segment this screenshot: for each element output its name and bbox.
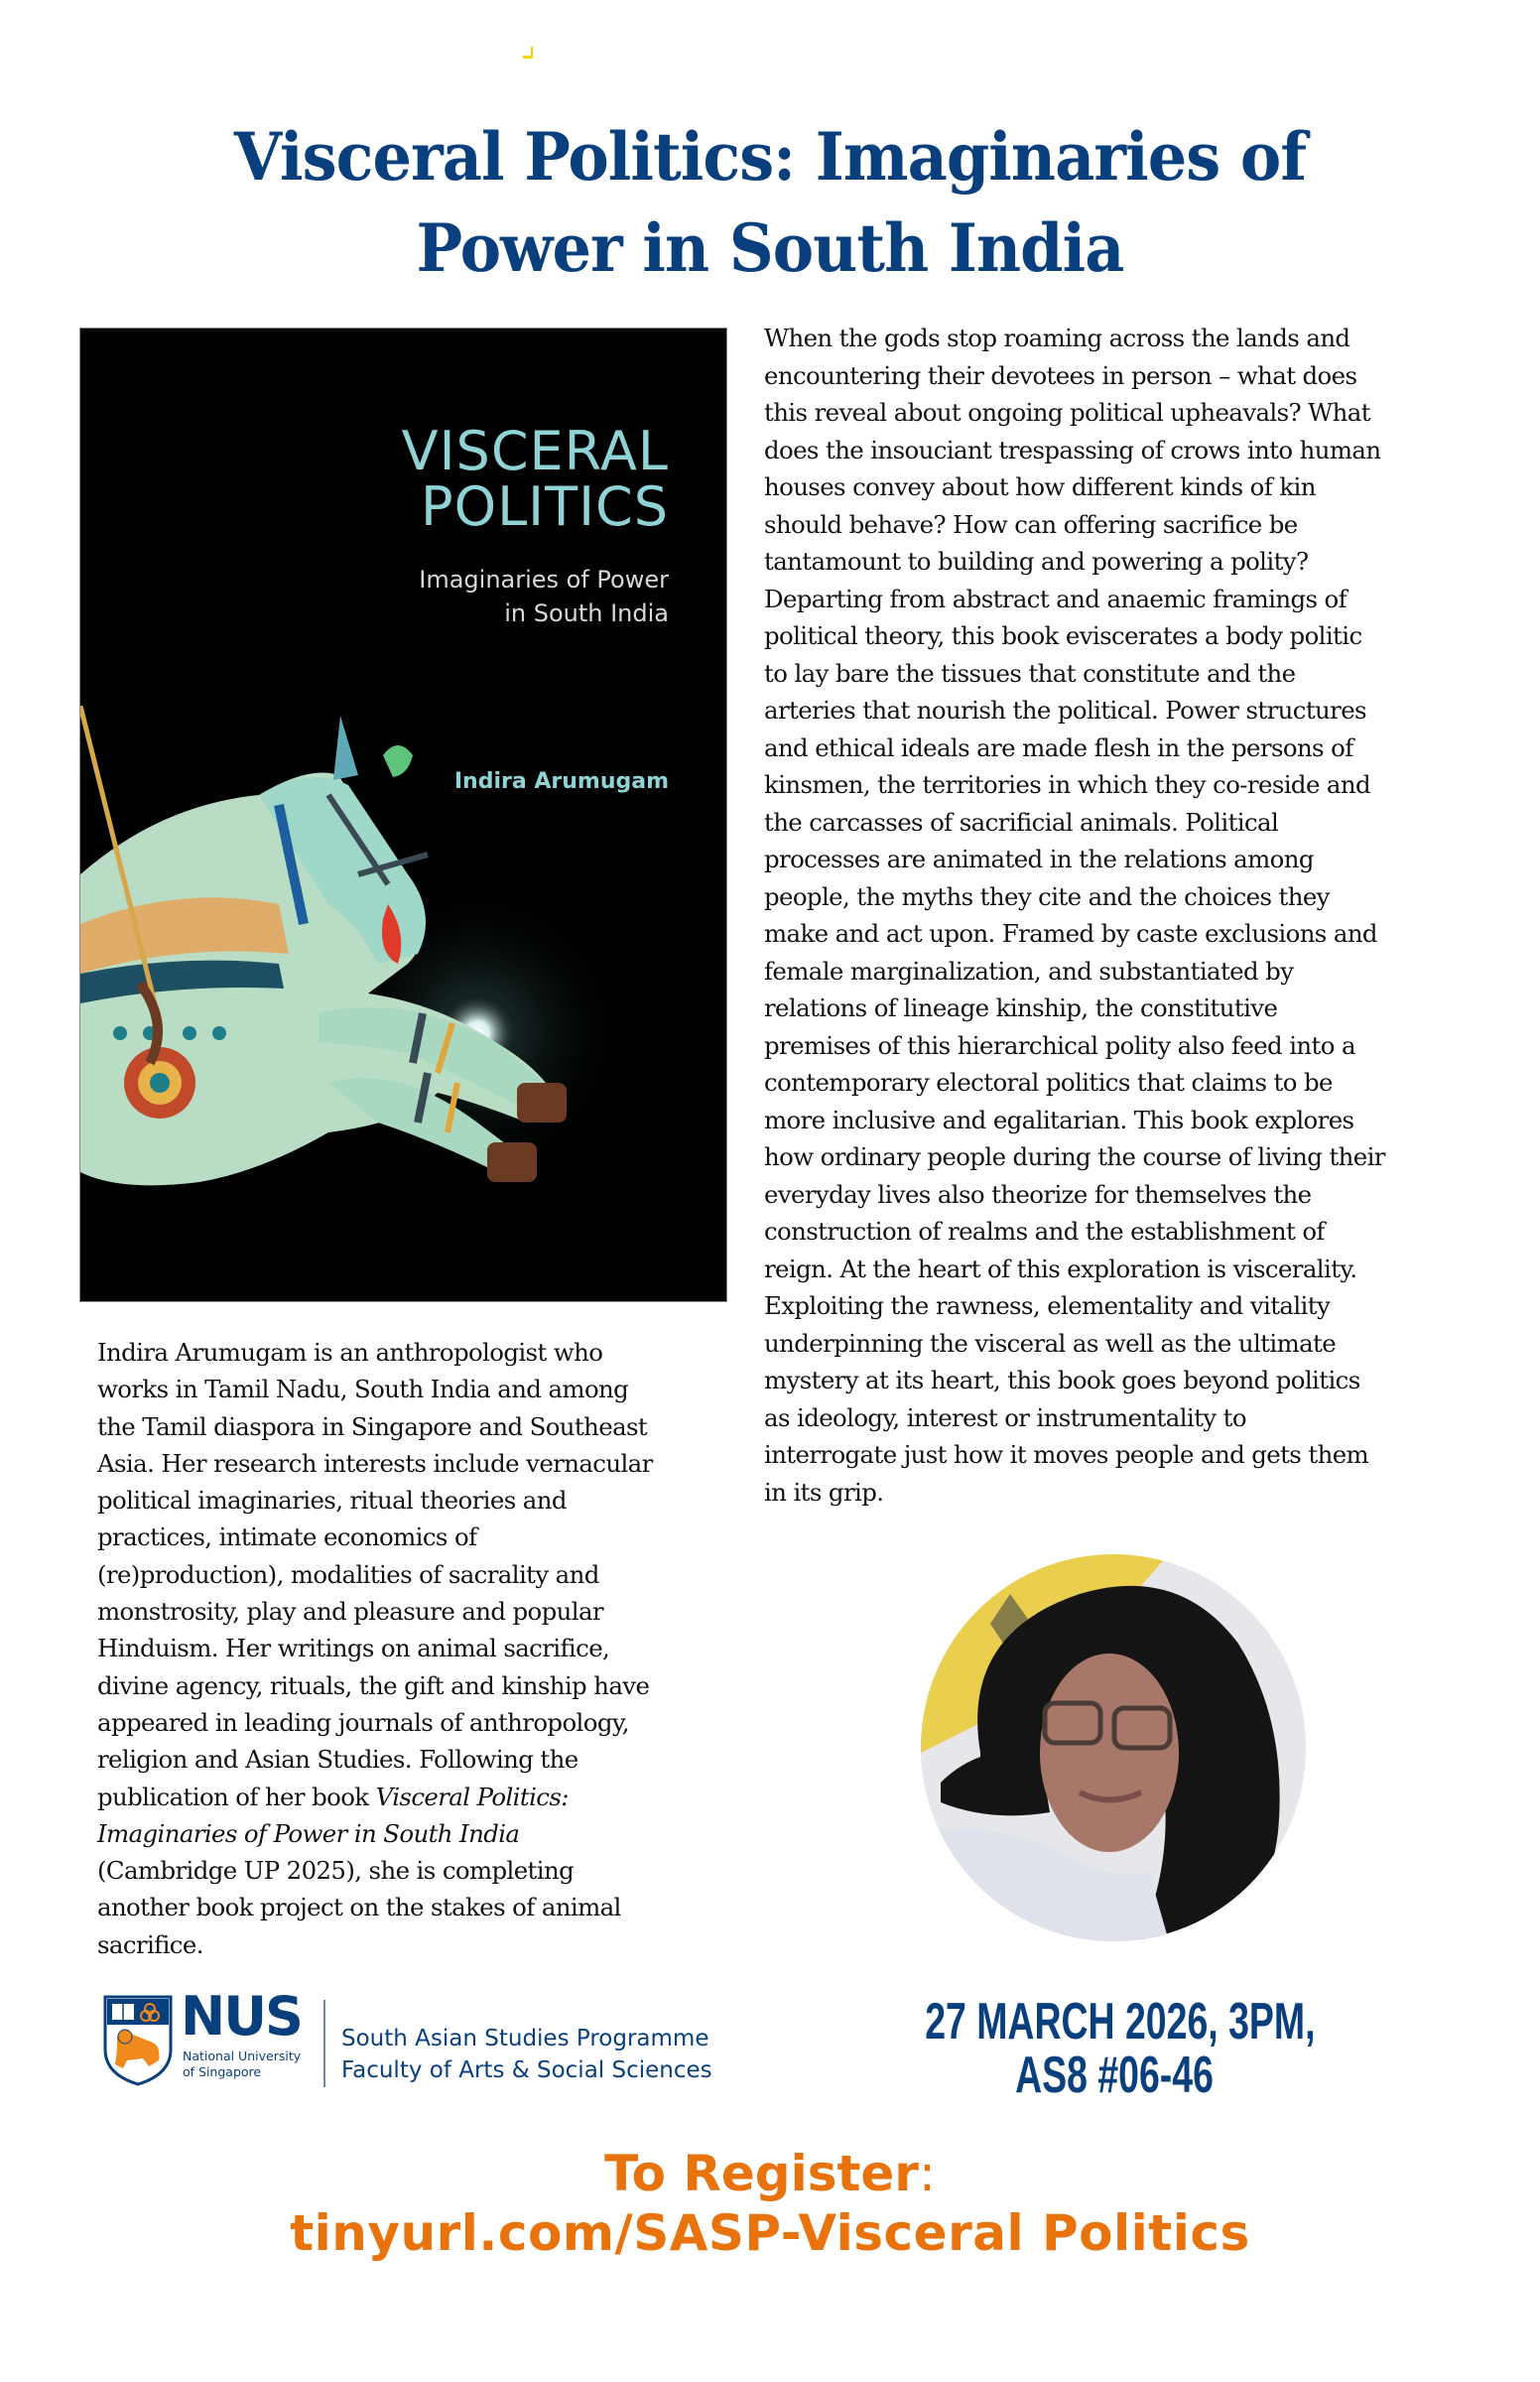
- description-line: make and act upon. Framed by caste exclusions and: [764, 919, 1377, 948]
- description-line: and ethical ideals are made flesh in the persons of: [764, 732, 1353, 762]
- cover-title-line-2: POLITICS: [421, 475, 669, 538]
- cover-subtitle-line-1: Imaginaries of Power: [419, 566, 669, 594]
- nus-crest-icon: [103, 1995, 173, 2086]
- description-line: as ideology, interest or instrumentality to: [764, 1402, 1246, 1432]
- title-line-1: Visceral Politics: Imaginaries of: [233, 118, 1307, 196]
- programme-line-1: South Asian Studies Programme: [341, 2026, 709, 2051]
- description-line: in its grip.: [764, 1477, 884, 1507]
- description-line: arteries that nourish the political. Power structures: [764, 696, 1366, 725]
- author-bio: [97, 1334, 693, 1963]
- description-line: relations of lineage kinship, the constitutive: [764, 993, 1278, 1022]
- event-venue: AS8 #06-46: [1015, 2047, 1214, 2104]
- description-line: people, the myths they cite and the choices they: [764, 881, 1330, 911]
- description-line: everyday lives also theorize for themselves the: [764, 1179, 1312, 1209]
- bio-line: the Tamil diaspora in Singapore and Southeast: [97, 1411, 648, 1441]
- description-line: more inclusive and egalitarian. This book explores: [764, 1105, 1354, 1134]
- registration-block: [0, 2144, 1540, 2263]
- register-link[interactable]: tinyurl.com/SASP-Visceral Politics: [290, 2204, 1250, 2262]
- programme-line-2: Faculty of Arts & Social Sciences: [341, 2057, 712, 2083]
- bio-line: appeared in leading journals of anthropology,: [97, 1707, 629, 1737]
- description-line: underpinning the visceral as well as the ultimate: [764, 1328, 1337, 1358]
- description-line: Departing from abstract and anaemic framings of: [764, 584, 1348, 613]
- description-line: does the insouciant trespassing of crows into human: [764, 435, 1381, 464]
- description-line: contemporary electoral politics that claims to be: [764, 1068, 1333, 1097]
- description-line: premises of this hierarchical polity also feed into a: [764, 1030, 1355, 1060]
- description-line: kinsmen, the territories in which they co-reside and: [764, 770, 1370, 799]
- cover-title-line-1: VISCERAL: [401, 420, 669, 482]
- description-line: political theory, this book eviscerates a body politic: [764, 621, 1362, 650]
- book-title-italic: Imaginaries of Power in South India: [97, 1818, 520, 1848]
- bio-line: [97, 1815, 693, 1852]
- description-line: Exploiting the rawness, elementality and vitality: [764, 1291, 1331, 1320]
- bio-line: sacrifice.: [97, 1929, 203, 1959]
- bio-line: divine agency, rituals, the gift and kinship have: [97, 1670, 650, 1700]
- nus-fullname: National University of Singapore: [183, 2049, 302, 2079]
- description-line: to lay bare the tissues that constitute and the: [764, 658, 1296, 688]
- logo-divider: [323, 2000, 325, 2087]
- description-line: encountering their devotees in person – what does: [764, 360, 1357, 390]
- bio-line: practices, intimate economics of: [97, 1522, 477, 1552]
- bio-line: (Cambridge UP 2025), she is completing: [97, 1856, 575, 1886]
- description-line: female marginalization, and substantiated by: [764, 956, 1294, 986]
- horse-figure-illustration: [80, 706, 727, 1301]
- description-line: interrogate just how it moves people and gets them: [764, 1440, 1369, 1469]
- speaker-portrait: [921, 1554, 1306, 1941]
- bio-line: (re)production), modalities of sacrality and: [97, 1559, 599, 1589]
- register-label: To Register:: [604, 2145, 936, 2202]
- bio-line: another book project on the stakes of animal: [97, 1893, 621, 1922]
- event-details: [925, 1993, 1316, 2104]
- portrait-photo: [921, 1554, 1306, 1941]
- description-line: this reveal about ongoing political upheavals? What: [764, 398, 1370, 427]
- nus-sasp-logo: [103, 1985, 748, 2094]
- description-line: processes are animated in the relations among: [764, 845, 1314, 873]
- bio-line: Indira Arumugam is an anthropologist who: [97, 1338, 603, 1367]
- bio-line: monstrosity, play and pleasure and popular: [97, 1597, 603, 1627]
- book-description: [764, 320, 1449, 1511]
- book-cover-image: [79, 328, 727, 1302]
- bio-line: religion and Asian Studies. Following the: [97, 1745, 578, 1775]
- description-line: mystery at its heart, this book goes beyond politics: [764, 1366, 1360, 1394]
- event-date-time: 27 MARCH 2026, 3PM,: [925, 1993, 1316, 2051]
- cover-author: Indira Arumugam: [453, 769, 669, 794]
- nus-wordmark: NUS: [181, 1985, 302, 2048]
- corner-crop-mark: [523, 47, 533, 59]
- description-line: When the gods stop roaming across the lands and: [764, 324, 1350, 352]
- description-line: construction of realms and the establishment of: [764, 1217, 1325, 1246]
- bio-line: Hinduism. Her writings on animal sacrifice,: [97, 1634, 610, 1663]
- description-line: houses convey about how different kinds of kin: [764, 472, 1316, 501]
- bio-line: political imaginaries, ritual theories and: [97, 1486, 567, 1516]
- cover-subtitle: [419, 563, 669, 630]
- page-title: [47, 111, 1494, 294]
- description-line: the carcasses of sacrificial animals. Political: [764, 807, 1279, 837]
- cover-title: [401, 420, 669, 538]
- bio-line: works in Tamil Nadu, South India and among: [97, 1375, 629, 1404]
- description-line: how ordinary people during the course of living their: [764, 1142, 1385, 1171]
- bio-line: publication of her book Visceral Politics:: [97, 1782, 569, 1811]
- book-title-italic: Visceral Politics:: [375, 1782, 569, 1811]
- description-line: reign. At the heart of this exploration is viscerality.: [764, 1254, 1357, 1283]
- description-line: should behave? How can offering sacrifice be: [764, 509, 1298, 539]
- description-line: tantamount to building and powering a polity?: [764, 547, 1309, 576]
- title-line-2: Power in South India: [416, 209, 1124, 287]
- cover-subtitle-line-2: in South India: [504, 599, 669, 627]
- programme-name: [341, 2023, 712, 2086]
- bio-line: Asia. Her research interests include vernacular: [97, 1448, 653, 1478]
